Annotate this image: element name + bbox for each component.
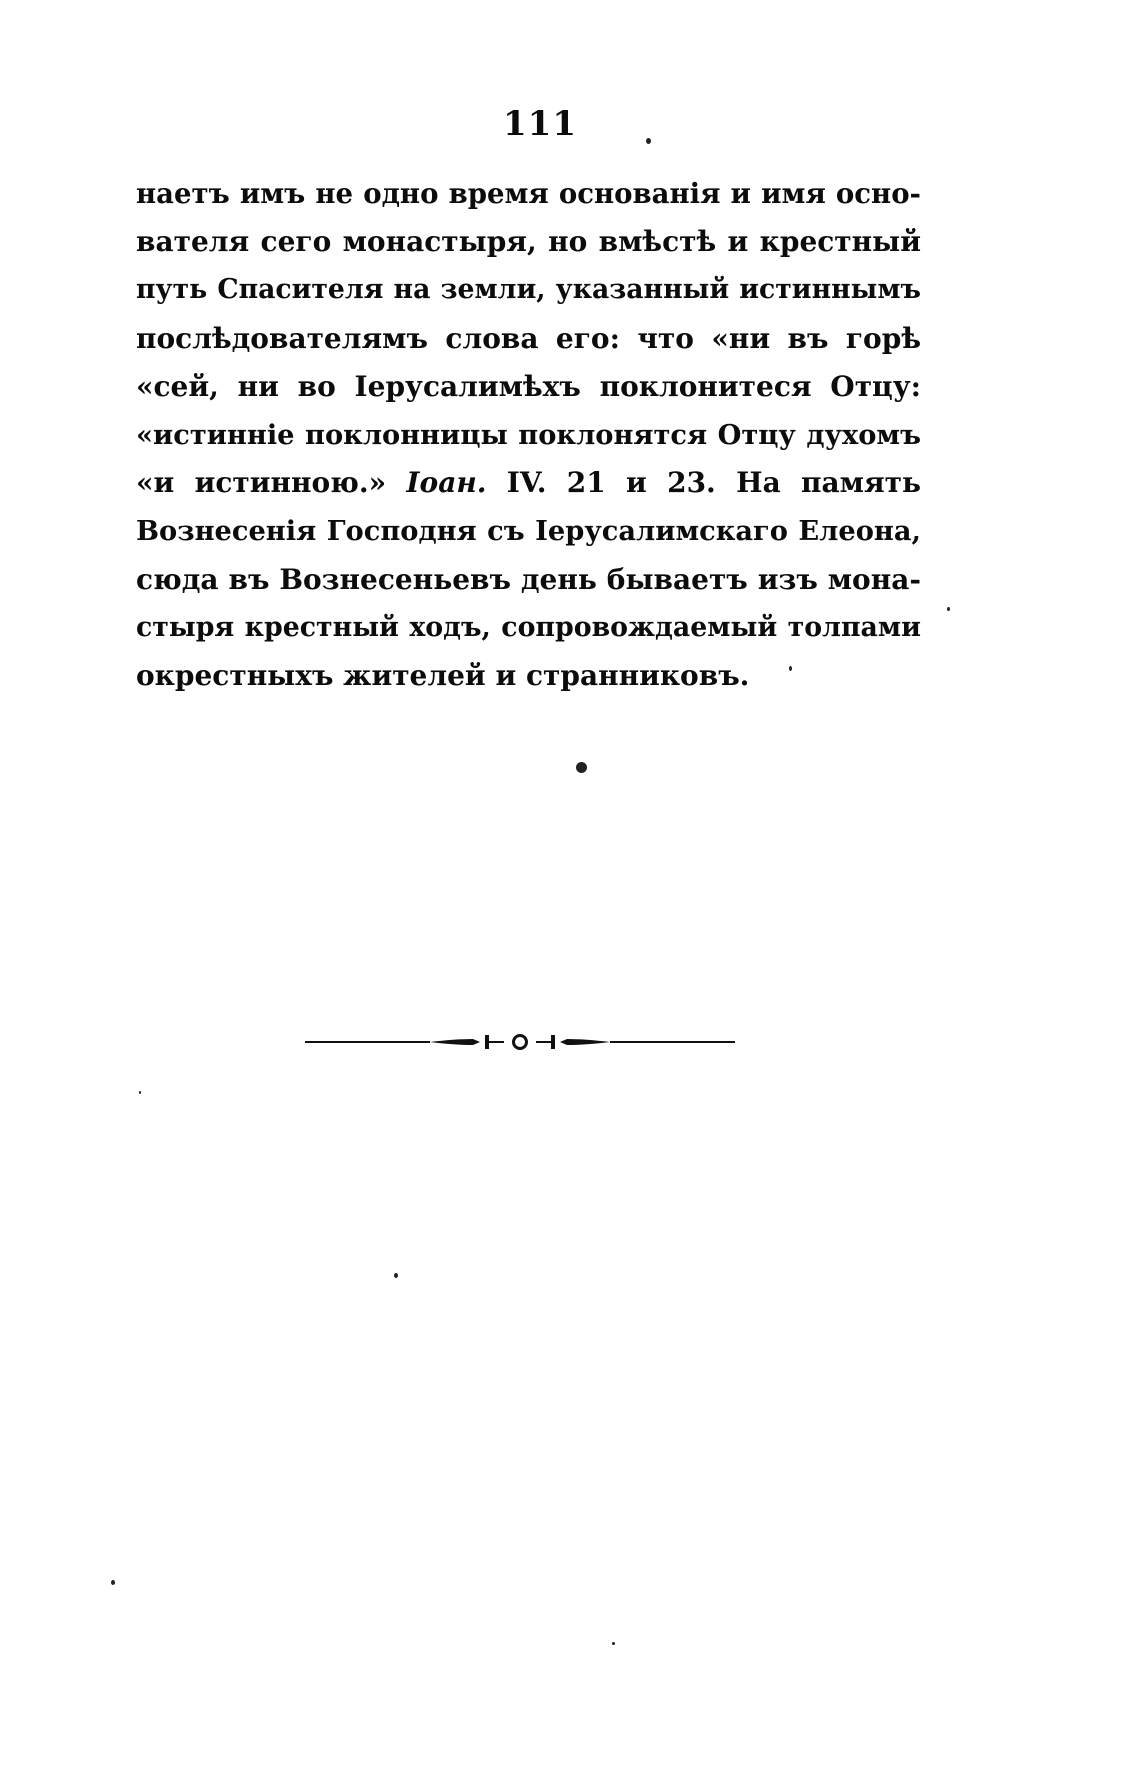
citation-suffix: На память xyxy=(736,466,921,500)
ink-speck xyxy=(947,607,950,611)
ink-speck xyxy=(612,1642,615,1645)
ink-speck xyxy=(111,1580,115,1585)
text-line-6: «истинніе поклонницы поклонятся Отцу духомъ xyxy=(136,418,921,451)
page-number: 111 xyxy=(503,104,577,144)
citation-reference: IV. 21 и 23. xyxy=(506,466,716,500)
body-text xyxy=(136,170,921,700)
text-line-5: «сей, ни во Іерусалимѣхъ поклонитеся Отцу: xyxy=(136,369,921,403)
ink-dot xyxy=(576,762,587,773)
text-line-11: окрестныхъ жителей и странниковъ. xyxy=(136,658,750,692)
text-line-3: путь Спасителя на земли, указанный истиннымъ xyxy=(136,274,921,306)
text-line-7-citation xyxy=(136,459,921,507)
text-line-9: сюда въ Вознесеньевъ день бываетъ изъ мона- xyxy=(136,562,921,596)
ink-speck xyxy=(646,138,651,144)
citation-book: Іоан. xyxy=(406,466,487,500)
ink-speck xyxy=(394,1273,398,1278)
ink-speck xyxy=(139,1091,141,1094)
text-line-2: вателя сего монастыря, но вмѣстѣ и крестный xyxy=(136,225,921,259)
text-line-8: Вознесенія Господня съ Іерусалимскаго Елеона, xyxy=(136,515,921,548)
text-line-4: послѣдователямъ слова его: что «ни въ горѣ xyxy=(136,321,921,355)
ink-speck xyxy=(789,666,792,671)
end-ornament-divider xyxy=(305,1030,735,1054)
text-line-10: стыря крестный ходъ, сопровождаемый толпами xyxy=(136,611,921,643)
text-line-1: наетъ имъ не одно время основанія и имя осно- xyxy=(136,178,921,210)
citation-prefix: «и истинною.» xyxy=(136,466,387,500)
